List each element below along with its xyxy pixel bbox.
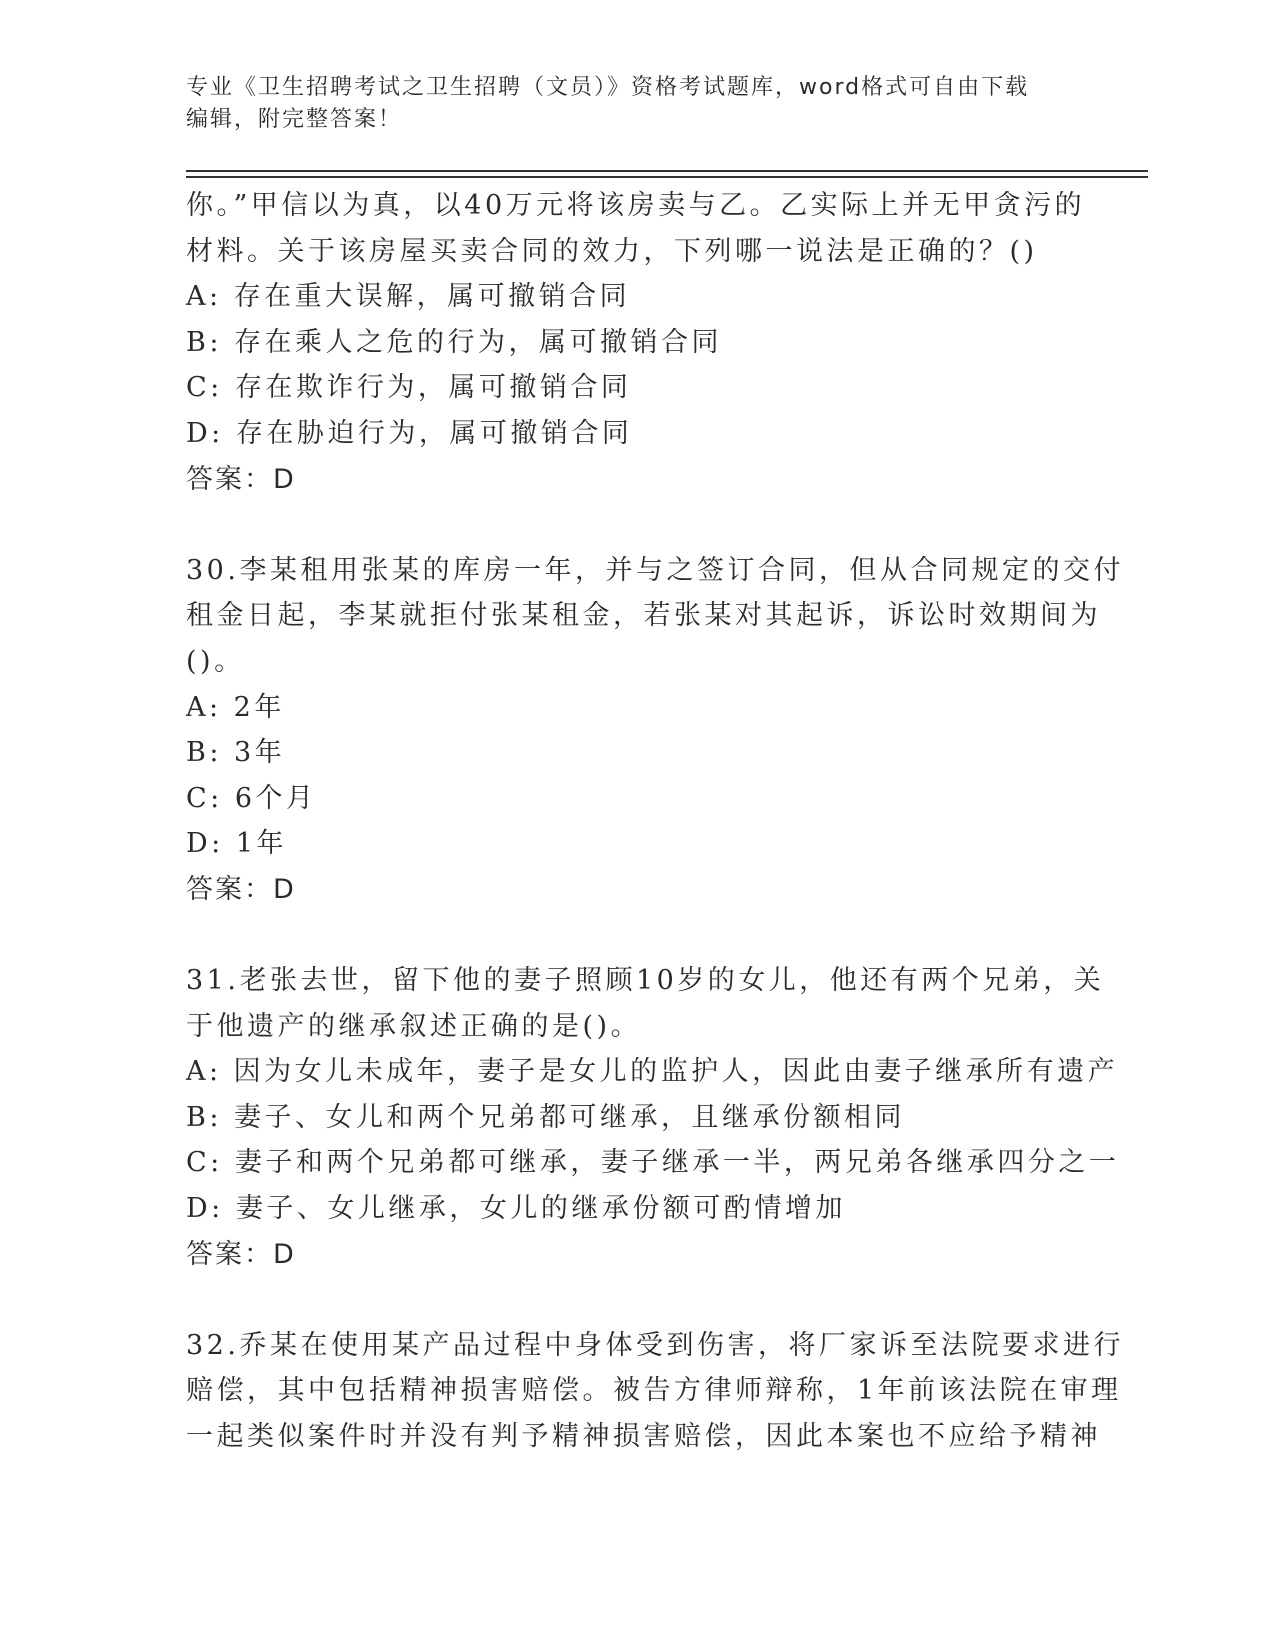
question-block — [186, 1323, 1124, 1460]
header-line-2: 编辑，附完整答案！ — [186, 107, 403, 132]
question-block — [186, 958, 1120, 1277]
option-b: B: 妻子、女儿和两个兄弟都可继承，且继承份额相同 — [186, 1101, 906, 1133]
option-c: C: 存在欺诈行为，属可撤销合同 — [186, 372, 632, 404]
option-b: B: 3年 — [186, 737, 286, 769]
question-block — [186, 548, 1124, 913]
document-header — [186, 72, 1086, 136]
question-stem-line: 32.乔某在使用某产品过程中身体受到伤害，将厂家诉至法院要求进行 — [186, 1329, 1124, 1361]
header-divider-top — [186, 170, 1148, 172]
answer-line: 答案：D — [186, 1238, 296, 1270]
header-divider-bottom — [186, 176, 1148, 178]
option-d: D: 妻子、女儿继承，女儿的继承份额可酌情增加 — [186, 1193, 846, 1225]
answer-line: 答案：D — [186, 873, 296, 905]
question-list — [186, 183, 1124, 1460]
option-c: C: 6个月 — [186, 782, 317, 814]
question-stem-line: 于他遗产的继承叙述正确的是()。 — [186, 1010, 642, 1042]
question-stem-line: 31.老张去世，留下他的妻子照顾10岁的女儿，他还有两个兄弟，关 — [186, 965, 1105, 997]
question-stem-line: 一起类似案件时并没有判予精神损害赔偿，因此本案也不应给予精神 — [186, 1421, 1101, 1453]
question-block — [186, 183, 1106, 502]
option-a: A: 存在重大误解，属可撤销合同 — [186, 281, 631, 313]
question-stem-line: ()。 — [186, 645, 245, 677]
option-c: C: 妻子和两个兄弟都可继承，妻子继承一半，两兄弟各继承四分之一 — [186, 1147, 1120, 1179]
answer-line: 答案：D — [186, 463, 296, 495]
question-stem-line: 你。”甲信以为真，以40万元将该房卖与乙。乙实际上并无甲贪污的 — [186, 190, 1086, 221]
option-a: A: 因为女儿未成年，妻子是女儿的监护人，因此由妻子继承所有遗产 — [186, 1056, 1119, 1088]
option-b: B: 存在乘人之危的行为，属可撤销合同 — [186, 326, 723, 358]
option-a: A: 2年 — [186, 691, 285, 723]
header-line-1: 专业《卫生招聘考试之卫生招聘（文员）》资格考试题库，word格式可自由下载 — [186, 75, 1030, 100]
question-stem-line: 赔偿，其中包括精神损害赔偿。被告方律师辩称，1年前该法院在审理 — [186, 1375, 1122, 1407]
question-stem-line: 30.李某租用张某的库房一年，并与之签订合同，但从合同规定的交付 — [186, 554, 1124, 586]
question-stem-line: 租金日起，李某就拒付张某租金，若张某对其起诉，诉讼时效期间为 — [186, 600, 1101, 632]
question-stem-line: 材料。关于该房屋买卖合同的效力，下列哪一说法是正确的？() — [186, 235, 1038, 267]
option-d: D: 存在胁迫行为，属可撤销合同 — [186, 417, 633, 449]
option-d: D: 1年 — [186, 828, 288, 860]
